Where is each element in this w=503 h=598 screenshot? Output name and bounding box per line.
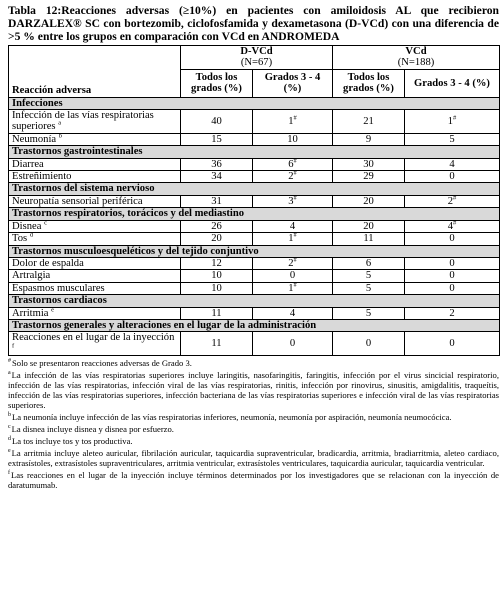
reaction-cell	[9, 233, 181, 245]
value-cell	[333, 133, 405, 145]
value-cell	[405, 195, 500, 207]
grade3-mark: #	[293, 281, 297, 289]
grade3-mark: #	[453, 194, 457, 202]
reaction-label: Dolor de espalda	[12, 257, 84, 269]
value: 0	[449, 270, 455, 282]
reaction-cell	[9, 110, 181, 134]
category-label: Trastornos generales y alteraciones en el lugar de la administración	[9, 319, 500, 331]
value: 40	[211, 115, 222, 127]
value: 0	[449, 233, 455, 245]
value-cell	[405, 332, 500, 356]
footnotes	[8, 358, 499, 490]
value-cell	[333, 220, 405, 232]
adverse-reactions-table	[8, 45, 500, 356]
value: 10	[211, 282, 222, 294]
value-cell	[253, 270, 333, 282]
subcol-header: Grados 3 - 4 (%)	[405, 69, 500, 97]
footnote-mark: b	[58, 132, 63, 140]
value: 26	[211, 220, 222, 232]
group-header-dvcd	[181, 46, 333, 70]
footnote-text: La neumonía incluye infección de las vías respiratorias inferiores, neumonía, neumonía por aspiración, neumonía neumocócica.	[12, 412, 452, 423]
footnote-mark: a	[58, 119, 62, 127]
footnote	[8, 358, 499, 368]
value-cell	[333, 332, 405, 356]
table-row	[9, 270, 500, 282]
value: 31	[211, 195, 222, 207]
value: 1	[288, 233, 294, 245]
value-cell	[253, 195, 333, 207]
table-body	[9, 97, 500, 356]
value: 36	[211, 158, 222, 170]
value-cell	[253, 158, 333, 170]
reaction-label: Arritmia	[12, 307, 49, 319]
category-row	[9, 245, 500, 257]
category-label: Trastornos gastrointestinales	[9, 146, 500, 158]
group-n: (N=67)	[240, 57, 273, 69]
value-cell	[405, 133, 500, 145]
value: 12	[211, 257, 222, 269]
reaction-label: Infección de las vías respiratorias superiores	[12, 110, 154, 133]
value: 11	[211, 307, 222, 319]
value: 20	[363, 195, 374, 207]
value-cell	[181, 282, 253, 294]
value: 5	[365, 270, 372, 282]
reaction-cell	[9, 220, 181, 232]
footnote-mark: e	[8, 448, 11, 455]
value-cell	[333, 307, 405, 319]
reaction-label: Neumonía	[12, 133, 57, 145]
category-label: Trastornos musculoesqueléticos y del tejido conjuntivo	[9, 245, 500, 257]
reaction-label: Diarrea	[12, 158, 44, 170]
value: 21	[363, 115, 374, 127]
table-row	[9, 332, 500, 356]
value: 4	[289, 220, 296, 232]
value-cell	[253, 257, 333, 269]
value: 4	[447, 220, 454, 232]
value: 2	[447, 195, 454, 207]
footnote-mark: c	[44, 219, 47, 227]
value: 2	[288, 257, 294, 269]
value-cell	[181, 332, 253, 356]
value-cell	[405, 270, 500, 282]
footnote-mark: c	[8, 424, 11, 431]
group-name: VCd	[405, 46, 427, 57]
value-cell	[333, 282, 405, 294]
table-row	[9, 195, 500, 207]
footnote	[8, 370, 499, 410]
value-cell	[405, 158, 500, 170]
table-row	[9, 233, 500, 245]
value-cell	[405, 257, 500, 269]
value: 1	[288, 282, 294, 294]
table-row	[9, 171, 500, 183]
reaction-cell	[9, 158, 181, 170]
grade3-mark: #	[293, 231, 297, 239]
group-name: D-VCd	[240, 46, 273, 57]
value: 0	[449, 171, 455, 183]
table-header	[9, 46, 500, 98]
reaction-label: Estreñimiento	[12, 171, 72, 183]
value-cell	[181, 257, 253, 269]
group-header-vcd	[333, 46, 500, 70]
table-row	[9, 110, 500, 134]
grade3-mark: #	[293, 157, 297, 165]
value: 15	[211, 133, 222, 145]
grade3-mark: #	[453, 114, 457, 122]
value: 9	[365, 133, 372, 145]
value-cell	[181, 233, 253, 245]
footnote-mark: f	[12, 342, 15, 350]
footnote-mark: d	[29, 231, 34, 239]
grade3-mark: #	[293, 169, 297, 177]
footnote	[8, 448, 499, 468]
value: 2	[449, 307, 455, 319]
value: 29	[363, 171, 374, 183]
reaction-cell	[9, 307, 181, 319]
reaction-label: Espasmos musculares	[12, 282, 105, 294]
subcol-header: Todos los grados (%)	[333, 69, 405, 97]
reaction-label: Artralgia	[12, 270, 51, 282]
value: 2	[288, 171, 294, 183]
category-row	[9, 319, 500, 331]
footnote-text: La disnea incluye disnea y disnea por esfuerzo.	[11, 424, 174, 435]
category-row	[9, 295, 500, 307]
footnote-mark: b	[8, 412, 11, 419]
table-row	[9, 220, 500, 232]
value-cell	[333, 171, 405, 183]
table-row	[9, 133, 500, 145]
reaction-cell	[9, 133, 181, 145]
value-cell	[405, 171, 500, 183]
grade3-mark: #	[453, 219, 457, 227]
category-row	[9, 146, 500, 158]
value: 6	[365, 257, 372, 269]
table-row	[9, 158, 500, 170]
value-cell	[253, 110, 333, 134]
value-cell	[181, 307, 253, 319]
value: 0	[449, 282, 455, 294]
table-row	[9, 257, 500, 269]
value-cell	[181, 158, 253, 170]
footnote-mark: #	[8, 358, 11, 365]
value-cell	[253, 307, 333, 319]
footnote-text: La tos incluye tos y tos productiva.	[12, 436, 133, 447]
reaction-label: Reacciones en el lugar de la inyección	[12, 332, 175, 344]
footnote-text: La arritmia incluye aleteo auricular, fibrilación auricular, taquicardia supraventricular, bradicardia, arritmia, bradiarritmia, aleteo cardiaco, extrasístoles, extrasístoles supraventriculares, arritmia ventricular, extrasístoles ventriculares, taquicardia auricular, taquicardia ventricular.	[8, 448, 499, 469]
value: 0	[289, 338, 296, 350]
value-cell	[405, 307, 500, 319]
footnote	[8, 436, 499, 446]
category-row	[9, 208, 500, 220]
category-row	[9, 97, 500, 109]
group-n: (N=188)	[397, 57, 435, 69]
value: 3	[288, 195, 294, 207]
value-cell	[253, 133, 333, 145]
value: 20	[211, 233, 222, 245]
reaction-cell	[9, 270, 181, 282]
table-row	[9, 282, 500, 294]
table-title: Tabla 12:Reacciones adversas (≥10%) en pacientes con amiloidosis AL que recibieron DARZALEX® SC con bortezomib, ciclofosfamida y dexametasona (D-VCd) con una diferencia de >5 % entre los grupos en comparación con VCd en ANDROMEDA	[8, 4, 499, 43]
value-cell	[253, 282, 333, 294]
footnote-mark: d	[8, 436, 11, 443]
value: 20	[363, 220, 374, 232]
grade3-mark: #	[293, 114, 297, 122]
value-cell	[333, 233, 405, 245]
value: 5	[365, 307, 372, 319]
value: 11	[363, 233, 374, 245]
value: 30	[363, 158, 374, 170]
value-cell	[181, 220, 253, 232]
value-cell	[405, 220, 500, 232]
value-cell	[253, 220, 333, 232]
value: 0	[289, 270, 296, 282]
grade3-mark: #	[293, 256, 297, 264]
reaction-column-header: Reacción adversa	[9, 46, 181, 98]
value: 11	[211, 338, 222, 350]
reaction-label: Tos	[12, 233, 28, 245]
value-cell	[253, 233, 333, 245]
value: 5	[365, 282, 372, 294]
footnote	[8, 424, 499, 434]
grade3-mark: #	[293, 194, 297, 202]
reaction-cell	[9, 171, 181, 183]
category-label: Trastornos respiratorios, torácicos y del mediastino	[9, 208, 500, 220]
value-cell	[333, 270, 405, 282]
value: 0	[365, 338, 372, 350]
value-cell	[253, 171, 333, 183]
reaction-cell	[9, 332, 181, 356]
value-cell	[333, 110, 405, 134]
reaction-cell	[9, 195, 181, 207]
value: 34	[211, 171, 222, 183]
value-cell	[333, 195, 405, 207]
value: 10	[211, 270, 222, 282]
footnote-text: La infección de las vías respiratorias superiores incluye laringitis, nasofaringitis, faringitis, infección por el virus sincicial respiratorio, infección de las vías respiratorias, infección viral de las vías respiratorias, rinitis, infección por rinovirus, sinusitis, amigdalitis, traqueítis, infección de las vías respiratorias superiores, infección bacteriana de las vías respiratorias superiores e infección viral de las vías respiratorias superiores.	[8, 370, 499, 411]
footnote-text: Solo se presentaron reacciones adversas de Grado 3.	[12, 358, 192, 369]
footnote-mark: a	[8, 370, 11, 377]
value: 5	[449, 133, 455, 145]
value: 4	[289, 307, 296, 319]
value: 0	[449, 257, 455, 269]
value: 1	[447, 115, 454, 127]
footnote-mark: f	[8, 470, 10, 477]
value-cell	[333, 158, 405, 170]
subcol-header: Todos los grados (%)	[181, 69, 253, 97]
footnote	[8, 412, 499, 422]
value-cell	[181, 110, 253, 134]
value-cell	[405, 233, 500, 245]
category-row	[9, 183, 500, 195]
value: 6	[288, 158, 294, 170]
value-cell	[405, 282, 500, 294]
value: 10	[287, 133, 298, 145]
value: 4	[449, 158, 455, 170]
value-cell	[181, 270, 253, 282]
value-cell	[405, 110, 500, 134]
category-label: Trastornos cardiacos	[9, 295, 500, 307]
value: 0	[449, 338, 455, 350]
reaction-label: Neuropatía sensorial periférica	[12, 195, 143, 207]
table-row	[9, 307, 500, 319]
category-label: Trastornos del sistema nervioso	[9, 183, 500, 195]
value-cell	[253, 332, 333, 356]
subcol-header: Grados 3 - 4 (%)	[253, 69, 333, 97]
reaction-label: Disnea	[12, 220, 42, 232]
category-label: Infecciones	[9, 97, 500, 109]
value-cell	[181, 133, 253, 145]
footnote	[8, 470, 499, 490]
value-cell	[333, 257, 405, 269]
value-cell	[181, 195, 253, 207]
value: 1	[288, 115, 294, 127]
footnote-text: Las reacciones en el lugar de la inyección incluye términos determinados por los investigadores que se relacionan con la inyección de daratumumab.	[8, 470, 499, 491]
reaction-cell	[9, 257, 181, 269]
footnote-mark: e	[51, 306, 55, 313]
value-cell	[181, 171, 253, 183]
reaction-cell	[9, 282, 181, 294]
